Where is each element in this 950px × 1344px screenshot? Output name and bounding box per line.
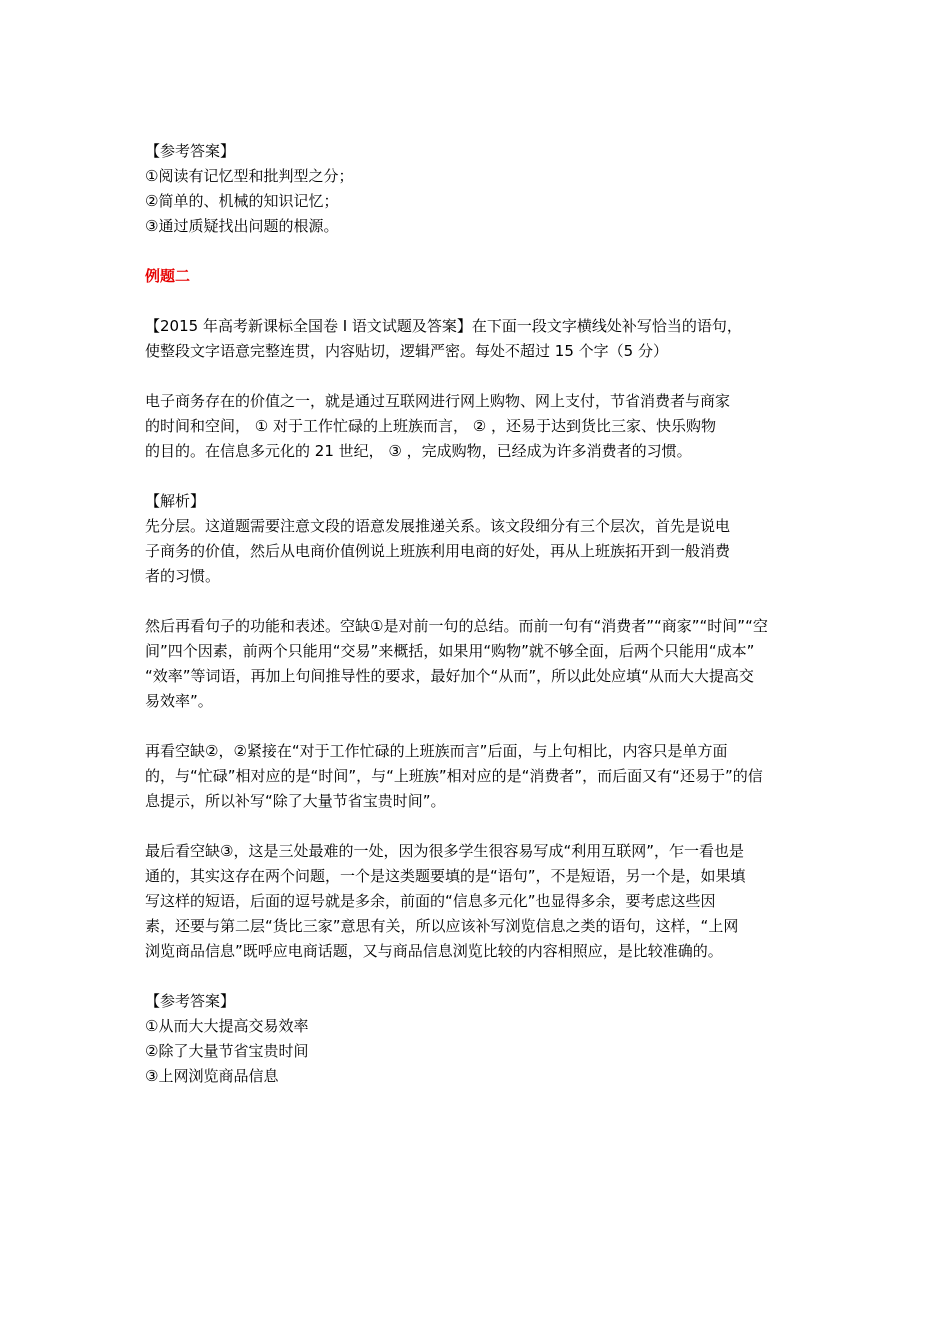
- analysis-p1-line-2: 子商务的价值，然后从电商价值例说上班族利用电商的好处，再从上班族拓开到一般消费: [145, 542, 731, 560]
- analysis-p1-line-1: 先分层。这道题需要注意文段的语意发展推递关系。该文段细分有三个层次，首先是说电: [145, 517, 731, 535]
- analysis-p3-line-2: 的，与“忙碌”相对应的是“时间”，与“上班族”相对应的是“消费者”，而后面又有“还易于”的信: [145, 767, 763, 785]
- analysis-p1-line-3: 者的习惯。: [145, 567, 221, 585]
- analysis-p3-line-3: 息提示，所以补写“除了大量节省宝贵时间”。: [145, 792, 446, 810]
- answer1-heading: 【参考答案】: [145, 142, 236, 160]
- spacer: [145, 464, 810, 489]
- passage-line-2: 的时间和空间， ① 对于工作忙碌的上班族而言， ② ，还易于达到货比三家、快乐购物: [145, 417, 716, 435]
- answer2-heading: 【参考答案】: [145, 992, 236, 1010]
- passage-line-1: 电子商务存在的价值之一，就是通过互联网进行网上购物、网上支付，节省消费者与商家: [145, 392, 731, 410]
- example-title: 例题二: [145, 267, 191, 285]
- document-page: [145, 139, 810, 1089]
- analysis-p2-line-1: 然后再看句子的功能和表述。空缺①是对前一句的总结。而前一句有“消费者”“商家”“时间”“空: [145, 617, 768, 635]
- spacer: [145, 714, 810, 739]
- answer1-item-2: ②简单的、机械的知识记忆；: [145, 192, 339, 210]
- analysis-heading: 【解析】: [145, 492, 206, 510]
- spacer: [145, 289, 810, 314]
- answer1-item-3: ③通过质疑找出问题的根源。: [145, 217, 339, 235]
- analysis-p2-line-3: “效率”等词语，再加上句间推导性的要求，最好加个“从而”，所以此处应填“从而大大提高交: [145, 667, 754, 685]
- analysis-p2-line-2: 间”四个因素，前两个只能用“交易”来概括，如果用“购物”就不够全面，后两个只能用“成本”: [145, 642, 755, 660]
- analysis-p4-line-5: 浏览商品信息”既呼应电商话题，又与商品信息浏览比较的内容相照应，是比较准确的。: [145, 942, 723, 960]
- question-line-1: 【2015 年高考新课标全国卷 I 语文试题及答案】在下面一段文字横线处补写恰当的语句，: [145, 317, 742, 335]
- analysis-p2-line-4: 易效率”。: [145, 692, 213, 710]
- analysis-p4-line-4: 素，还要与第二层“货比三家”意思有关，所以应该补写浏览信息之类的语句，这样，“上网: [145, 917, 739, 935]
- answer2-item-3: ③上网浏览商品信息: [145, 1067, 279, 1085]
- analysis-p4-line-3: 写这样的短语，后面的逗号就是多余，前面的“信息多元化”也显得多余，要考虑这些因: [145, 892, 716, 910]
- answer2-item-1: ①从而大大提高交易效率: [145, 1017, 309, 1035]
- spacer: [145, 239, 810, 264]
- answer2-item-2: ②除了大量节省宝贵时间: [145, 1042, 309, 1060]
- analysis-p3-line-1: 再看空缺②，②紧接在“对于工作忙碌的上班族而言”后面，与上句相比，内容只是单方面: [145, 742, 728, 760]
- analysis-p4-line-2: 通的，其实这存在两个问题，一个是这类题要填的是“语句”，不是短语，另一个是，如果填: [145, 867, 746, 885]
- spacer: [145, 364, 810, 389]
- answer1-item-1: ①阅读有记忆型和批判型之分；: [145, 167, 354, 185]
- spacer: [145, 964, 810, 989]
- spacer: [145, 814, 810, 839]
- passage-line-3: 的目的。在信息多元化的 21 世纪， ③ ，完成购物，已经成为许多消费者的习惯。: [145, 442, 692, 460]
- question-line-2: 使整段文字语意完整连贯，内容贴切，逻辑严密。每处不超过 15 个字（5 分）: [145, 342, 668, 360]
- spacer: [145, 589, 810, 614]
- analysis-p4-line-1: 最后看空缺③，这是三处最难的一处，因为很多学生很容易写成“利用互联网”，乍一看也是: [145, 842, 744, 860]
